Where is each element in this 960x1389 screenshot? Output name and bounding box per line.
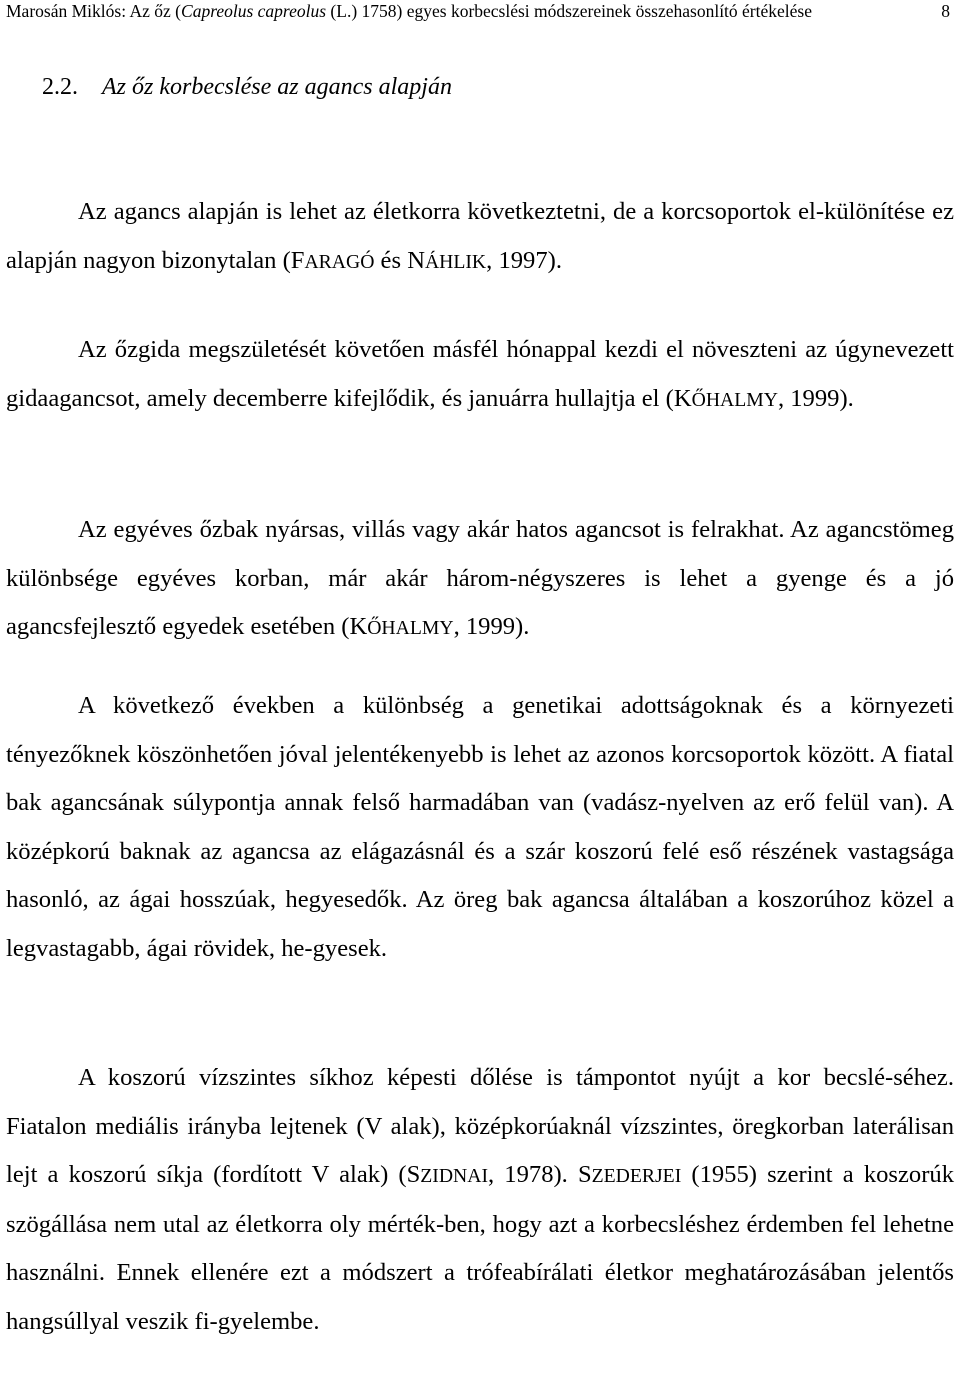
author-name-smallcaps: ŐHALMY xyxy=(367,617,454,639)
paragraph-text: , 1999). xyxy=(453,613,530,640)
paragraph-1 xyxy=(6,188,954,286)
paragraph-5 xyxy=(6,1054,954,1346)
header-title-prefix: Az őz ( xyxy=(129,1,182,21)
paragraph-text: Az agancs alapján is lehet az életkorra következtetni, de a korcsoportok el-különítése ez alapján nagyon bizonytalan (F xyxy=(6,198,954,274)
author-name-smallcaps: ZEDERJEI xyxy=(591,1165,682,1187)
section-title: Az őz korbecslése az agancs alapján xyxy=(102,74,452,100)
author-name-smallcaps: ÁHLIK xyxy=(424,250,487,273)
header-author: Marosán Miklós: xyxy=(6,1,127,21)
running-header xyxy=(6,0,956,22)
author-name-smallcaps: ŐHALMY xyxy=(691,388,778,411)
paragraph-3 xyxy=(6,506,954,653)
paragraph-text: (1955) szerint a koszorúk szögállása nem utal az életkorra oly mérték-ben, hogy azt a korbecsléshez érdemben fel lehetne használni. Ennek ellenére ezt a módszert a trófeabírálati életkor meghatározásában jelentős hangsúllyal veszik fi-gyelembe. xyxy=(6,1161,954,1335)
paragraph-text: és N xyxy=(374,246,425,274)
paragraph-text: Az őzgida megszületését követően másfél hónappal kezdi el növeszteni az úgynevezett gidaagancsot, amely decemberre kifejlődik, és januárra hullajtja el (K xyxy=(6,336,954,412)
paragraph-text: , 1997). xyxy=(486,246,562,274)
paragraph-text: , 1978). S xyxy=(488,1161,592,1188)
section-heading xyxy=(42,72,452,102)
header-title-suffix: (L.) 1758) egyes korbecslési módszereinek összehasonlító értékelése xyxy=(326,1,812,21)
page-number: 8 xyxy=(941,1,950,21)
paragraph-4 xyxy=(6,682,954,973)
paragraph-text: Az egyéves őzbak nyársas, villás vagy akár hatos agancsot is felrakhat. Az agancstömeg különbsége egyéves korban, már akár három-négyszeres is lehet a gyenge és a jó agancsfejlesztő egyedek esetében (K xyxy=(6,516,954,640)
paragraph-text: A koszorú vízszintes síkhoz képesti dőlése is támpontot nyújt a kor becslé-séhez. Fiatalon mediális irányba lejtenek (V alak), középkorúaknál vízszintes, öregkorban laterálisan lejt a koszorú síkja (fordított V alak) (S xyxy=(6,1064,954,1188)
paragraph-2 xyxy=(6,326,954,424)
paragraph-text: A következő években a különbség a genetikai adottságoknak és a környezeti tényezőknek köszönhetően jóval jelentékenyebb is lehet az azonos korcsoportok között. A fiatal bak agancsának súlypontja annak felső harmadában van (vadász-nyelven az erő felül van). A középkorú baknak az agancsa az elágazásnál és a szár koszorú felé eső részének vastagsága hasonló, az ágai hosszúak, hegyesedők. Az öreg bak agancsa általában a koszorúhoz közel a legvastagabb, ágai rövidek, he-gyesek. xyxy=(6,692,954,962)
author-name-smallcaps: ARAGÓ xyxy=(304,250,375,273)
header-species: Capreolus capreolus xyxy=(181,1,327,21)
paragraph-text: , 1999). xyxy=(777,384,854,412)
section-number: 2.2. xyxy=(42,74,78,100)
author-name-smallcaps: ZIDNAI xyxy=(420,1165,489,1187)
